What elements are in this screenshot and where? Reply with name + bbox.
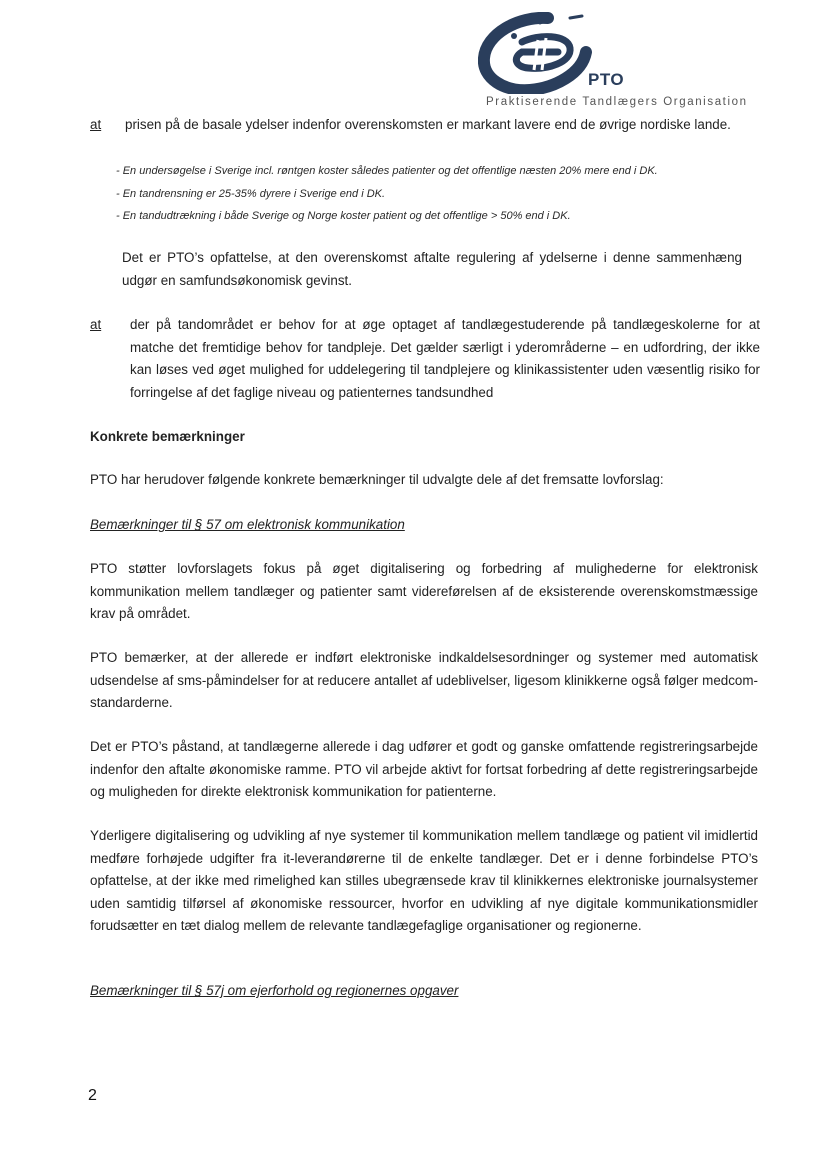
section-heading: Konkrete bemærkninger — [90, 429, 245, 444]
page-number: 2 — [88, 1087, 97, 1104]
logo-abbreviation: PTO — [588, 70, 625, 89]
section-title-ownership: Bemærkninger til § 57j om ejerforhold og regionernes opgaver — [90, 983, 459, 998]
at-item-text: prisen på de basale ydelser indenfor overenskomsten er markant lavere end de øvrige nordiske lande. — [125, 117, 731, 132]
bullet-item: - En undersøgelse i Sverige incl. røntgen koster således patienter og det offentlige næsten 20% mere end i DK. — [116, 165, 658, 177]
comparison-bullet-list — [116, 160, 756, 228]
intro-paragraph: PTO har herudover følgende konkrete bemærkninger til udvalgte dele af det fremsatte lovforslag: — [90, 472, 664, 487]
opinion-paragraph: Det er PTO’s opfattelse, at den overenskomst aftalte regulering af ydelserne i denne sammenhæng udgør en samfundsøkonomisk gevinst. — [122, 250, 742, 288]
bullet-item: - En tandudtrækning i både Sverige og Norge koster patient og det offentlige > 50% end i DK. — [116, 210, 571, 222]
at-label: at — [90, 117, 102, 132]
bullet-item: - En tandrensning er 25-35% dyrere i Sverige end i DK. — [116, 187, 386, 200]
pto-logo — [478, 12, 748, 112]
section-title-electronic-communication: Bemærkninger til § 57 om elektronisk kommunikation — [90, 517, 405, 532]
at-label: at — [90, 317, 102, 332]
body-paragraph: PTO bemærker, at der allerede er indført elektroniske indkaldelsesordninger og systemer med automatisk udsendelse af sms-påmindelser for at reducere antallet af udeblivelser, ligesom klinikkerne også følger medcom-standarderne. — [90, 650, 758, 710]
at-item-price — [90, 114, 770, 138]
at-item-education — [90, 314, 770, 409]
logo-organisation-name: Praktiserende Tandlægers Organisation — [486, 96, 748, 108]
at-item-text: der på tandområdet er behov for at øge optaget af tandlægestuderende på tandlægeskolerne for at matche det fremtidige behov for tandpleje. Det gælder særligt i yderområderne – en udfordring, der ikke kan løses ved øget mulighed for uddelegering til tandplejere og klinikassistenter uden væsentlig risiko for forringelse af det faglige niveau og patienternes tandsundhed — [130, 317, 760, 400]
body-paragraph: Yderligere digitalisering og udvikling af nye systemer til kommunikation mellem tandlæge og patient vil imidlertid medføre forhøjede udgifter fra it-leverandørerne til de enkelte tandlæger. Det er i denne forbindelse PTO’s opfattelse, at der ikke med rimelighed kan stilles ubegrænsede krav til klinikkernes elektroniske journalsystemer uden samtidig tilførsel af økonomiske ressourcer, hvorfor en udvikling af nye digitale kommunikationsmidler forudsætter en tæt dialog mellem de relevante tandlægefaglige organisationer og regionerne. — [90, 828, 758, 933]
body-paragraph: Det er PTO’s påstand, at tandlægerne allerede i dag udfører et godt og ganske omfattende registreringsarbejde indenfor den aftalte økonomiske ramme. PTO vil arbejde aktivt for fortsat forbedring af dette registreringsarbejde og muligheden for direkte elektronisk kommunikation for patienterne. — [90, 739, 758, 799]
pto-emblem-icon — [478, 12, 598, 94]
body-paragraph: PTO støtter lovforslagets fokus på øget digitalisering og forbedring af mulighederne for elektronisk kommunikation mellem tandlæger og patienter samt videreførelsen af de eksisterende overenskomstmæssige krav på området. — [90, 561, 758, 621]
